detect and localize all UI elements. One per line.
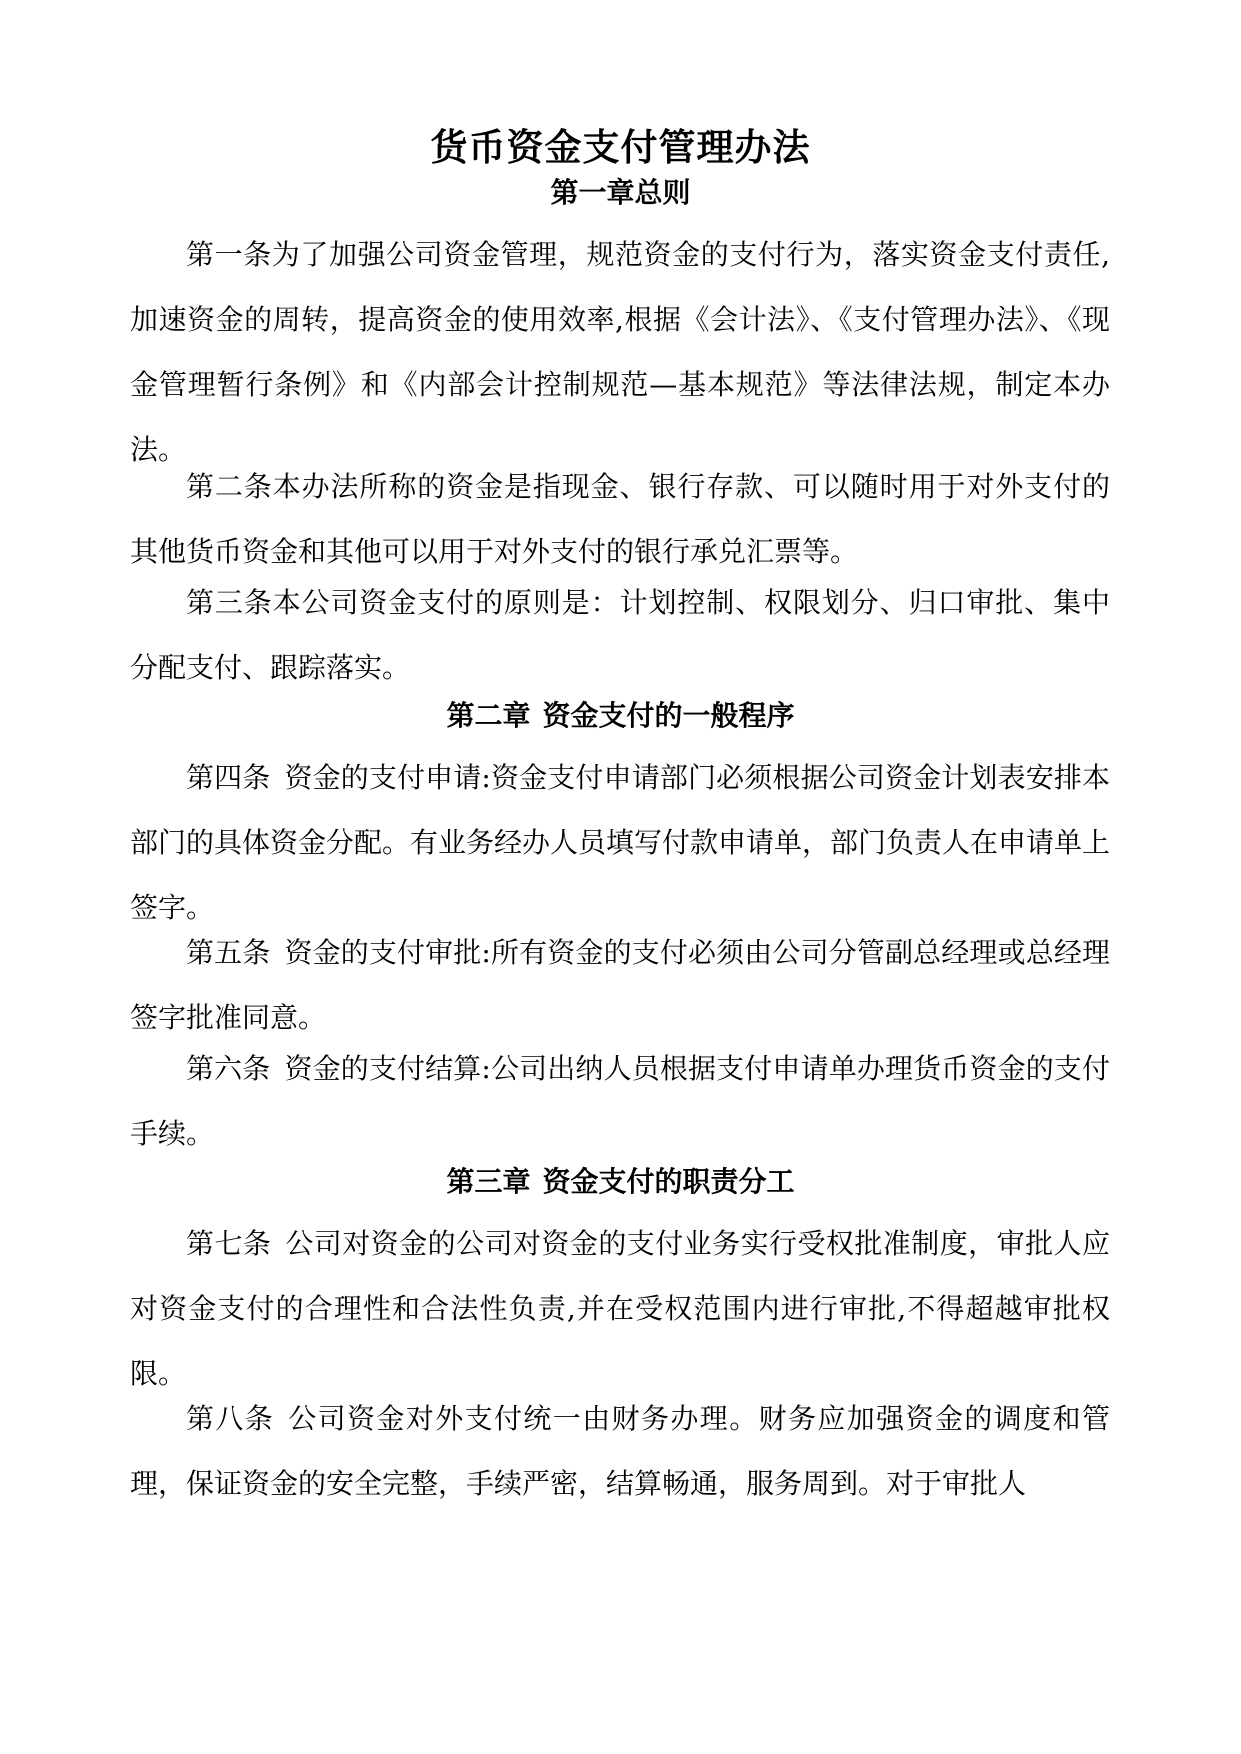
article-label: 第四条 <box>186 761 271 794</box>
article-text: 公司资金对外支付统一由财务办理。财务应加强资金的调度和管理，保证资金的安全完整，手续严密，结算畅通，服务周到。对于审批人 <box>130 1402 1110 1500</box>
chapter-heading-2 <box>0 696 1241 736</box>
article-6 <box>130 1036 1110 1166</box>
article-3 <box>130 570 1110 700</box>
article-label: 第七条 <box>186 1227 272 1260</box>
article-text: 为了加强公司资金管理，规范资金的支付行为，落实资金支付责任,加速资金的周转，提高资金的使用效率,根据《会计法》、《支付管理办法》、《现金管理暂行条例》和《内部会计控制规范—基本规范》等法律法规，制定本办法。 <box>130 238 1110 466</box>
chapter-heading-3 <box>0 1162 1241 1202</box>
article-label: 第五条 <box>186 936 271 969</box>
chapter-name: 资金支付的职责分工 <box>542 1165 795 1198</box>
article-label: 第一条 <box>186 238 272 271</box>
article-7 <box>130 1211 1110 1406</box>
article-label: 第六条 <box>186 1052 271 1085</box>
chapter-name: 总则 <box>634 176 691 209</box>
chapter-number: 第三章 <box>446 1165 531 1198</box>
article-text: 本公司资金支付的原则是：计划控制、权限划分、归口审批、集中分配支付、跟踪落实。 <box>130 586 1110 684</box>
document-title: 货币资金支付管理办法 <box>430 125 811 169</box>
article-1 <box>130 222 1110 482</box>
article-4 <box>130 745 1110 940</box>
article-5 <box>130 920 1110 1050</box>
article-text: 本办法所称的资金是指现金、银行存款、可以随时用于对外支付的其他货币资金和其他可以用于对外支付的银行承兑汇票等。 <box>130 470 1110 568</box>
article-text: 资金的支付结算:公司出纳人员根据支付申请单办理货币资金的支付手续。 <box>130 1052 1110 1150</box>
article-text: 资金的支付审批:所有资金的支付必须由公司分管副总经理或总经理签字批准同意。 <box>130 936 1110 1034</box>
chapter-number: 第一章 <box>550 176 635 209</box>
article-2 <box>130 454 1110 584</box>
article-label: 第三条 <box>186 586 273 619</box>
article-text: 资金的支付申请:资金支付申请部门必须根据公司资金计划表安排本部门的具体资金分配。有业务经办人员填写付款申请单，部门负责人在申请单上签字。 <box>130 761 1111 924</box>
chapter-name: 资金支付的一般程序 <box>542 699 795 732</box>
article-label: 第八条 <box>186 1402 275 1435</box>
chapter-heading-1 <box>0 173 1241 213</box>
article-text: 公司对资金的公司对资金的支付业务实行受权批准制度，审批人应对资金支付的合理性和合法性负责,并在受权范围内进行审批,不得超越审批权限。 <box>130 1227 1110 1390</box>
article-8 <box>130 1386 1110 1516</box>
article-label: 第二条 <box>186 470 273 503</box>
chapter-number: 第二章 <box>446 699 531 732</box>
